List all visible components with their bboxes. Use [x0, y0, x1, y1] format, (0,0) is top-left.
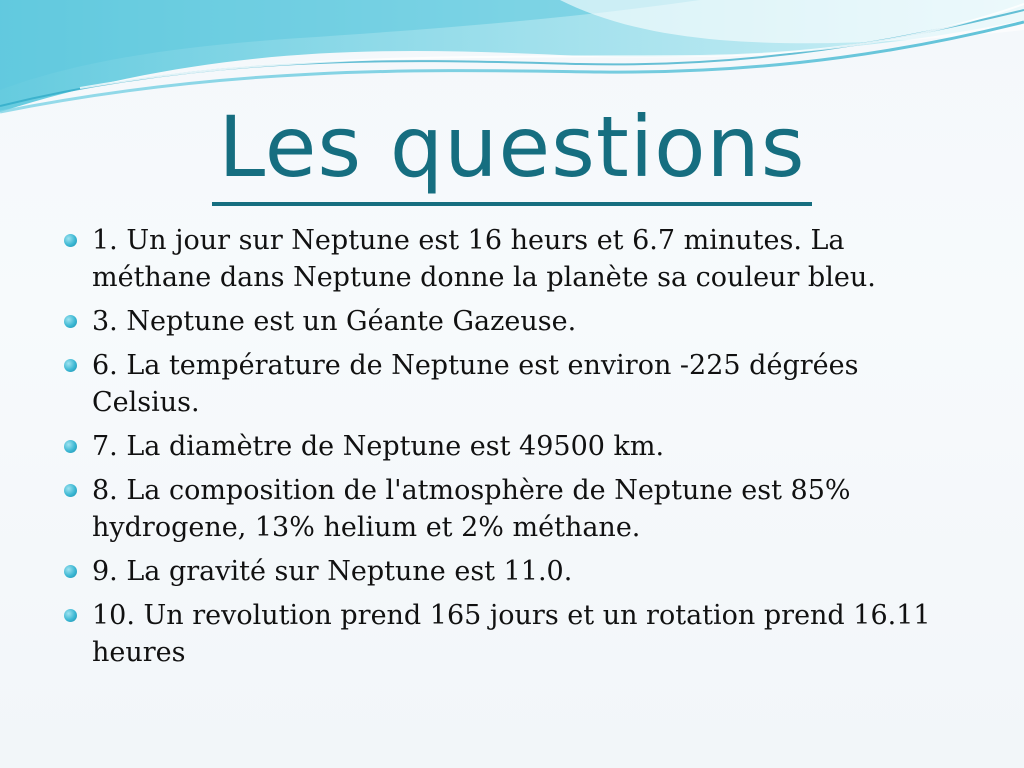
- list-item: [62, 597, 962, 671]
- list-item-text: 1. Un jour sur Neptune est 16 heurs et 6.7 minutes. La méthane dans Neptune donne la planète sa couleur bleu.: [92, 225, 876, 293]
- list-item-text: 6. La température de Neptune est environ -225 dégrées Celsius.: [92, 350, 859, 418]
- list-item-text: 10. Un revolution prend 165 jours et un rotation prend 16.11 heures: [92, 600, 931, 668]
- bullet-dot-icon: [64, 609, 77, 622]
- list-item-text: 7. La diamètre de Neptune est 49500 km.: [92, 431, 665, 462]
- slide-title-container: [0, 92, 1024, 206]
- list-item: [62, 472, 962, 546]
- list-item: [62, 553, 962, 590]
- list-item-text: 3. Neptune est un Géante Gazeuse.: [92, 306, 577, 337]
- slide-title: Les questions: [212, 92, 811, 206]
- list-item: [62, 347, 962, 421]
- list-item: [62, 428, 962, 465]
- bullet-dot-icon: [64, 440, 77, 453]
- bullet-dot-icon: [64, 315, 77, 328]
- list-item-text: 9. La gravité sur Neptune est 11.0.: [92, 556, 573, 587]
- bullet-dot-icon: [64, 359, 77, 372]
- list-item: [62, 222, 962, 296]
- list-item: [62, 303, 962, 340]
- list-item-text: 8. La composition de l'atmosphère de Neptune est 85% hydrogene, 13% helium et 2% méthane.: [92, 475, 851, 543]
- bullet-dot-icon: [64, 484, 77, 497]
- bullet-dot-icon: [64, 234, 77, 247]
- question-list: [62, 222, 962, 678]
- bullet-dot-icon: [64, 565, 77, 578]
